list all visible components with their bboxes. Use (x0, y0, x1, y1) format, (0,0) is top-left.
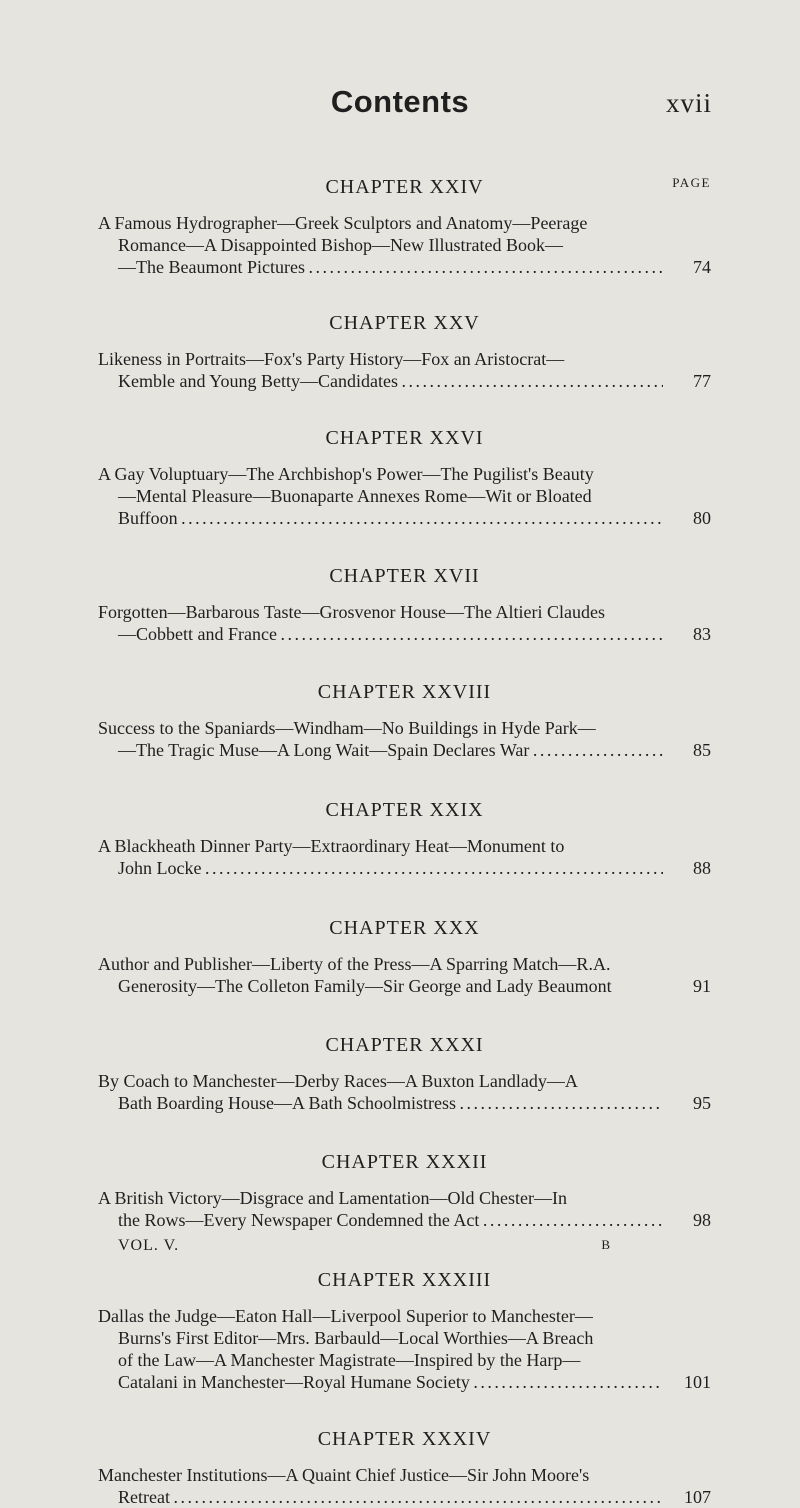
summary-line: Catalani in Manchester—Royal Humane Society . . . (98, 1371, 663, 1393)
chapter-heading: CHAPTER XXXIII (317, 1269, 492, 1291)
chapter-heading: CHAPTER XVII (329, 565, 480, 587)
chapter-summary-text (98, 717, 663, 761)
chapter-summary (98, 717, 711, 761)
chapter-summary-text (98, 953, 663, 997)
summary-line: A Blackheath Dinner Party—Extraordinary Heat—Monument to (98, 836, 565, 856)
contents-list (98, 140, 711, 1508)
header-title: Contents (330, 84, 470, 119)
chapter-summary-text (98, 463, 663, 529)
chapter-summary (98, 463, 711, 529)
chapter-heading: CHAPTER XXIX (325, 799, 484, 821)
chapter-page-number: 98 (693, 1210, 711, 1230)
summary-line: —Cobbett and France . . . (98, 623, 663, 645)
running-header (0, 84, 800, 128)
summary-line: —The Beaumont Pictures . . . (98, 256, 663, 278)
summary-line: —The Tragic Muse—A Long Wait—Spain Declares War . . . (98, 739, 663, 761)
chapter-heading: CHAPTER XXXII (321, 1151, 488, 1173)
chapter-page-number: 74 (693, 257, 711, 277)
signature-mark: B (601, 1237, 611, 1252)
summary-line: Burns's First Editor—Mrs. Barbauld—Local Worthies—A Breach (118, 1328, 594, 1348)
summary-line: Success to the Spaniards—Windham—No Buildings in Hyde Park— (98, 718, 596, 738)
chapter-entry (98, 425, 711, 529)
page-column-label: PAGE (672, 175, 711, 190)
summary-line: Likeness in Portraits—Fox's Party History—Fox an Aristocrat— (98, 349, 565, 369)
summary-line: of the Law—A Manchester Magistrate—Inspired by the Harp— (118, 1350, 581, 1370)
chapter-heading: CHAPTER XXVI (325, 427, 484, 449)
chapter-summary-text (98, 1305, 663, 1393)
summary-line: Author and Publisher—Liberty of the Press—A Sparring Match—R.A. (98, 954, 611, 974)
summary-line: Forgotten—Barbarous Taste—Grosvenor House—The Altieri Claudes (98, 602, 605, 622)
chapter-entry (98, 174, 711, 278)
summary-line: Bath Boarding House—A Bath Schoolmistress . . . (98, 1092, 663, 1114)
chapter-heading: CHAPTER XXXI (325, 1034, 484, 1056)
volume-label: VOL. V. (118, 1237, 180, 1254)
chapter-summary-text (98, 1070, 663, 1114)
chapter-page-number: 85 (693, 740, 711, 760)
page-footer (118, 1237, 611, 1261)
chapter-page-number: 95 (693, 1093, 711, 1113)
summary-line: Manchester Institutions—A Quaint Chief Justice—Sir John Moore's (98, 1465, 590, 1485)
summary-line: Retreat . . . (98, 1486, 663, 1508)
chapter-summary-text (98, 212, 663, 278)
summary-line: the Rows—Every Newspaper Condemned the Act . . . (98, 1209, 663, 1231)
chapter-heading: CHAPTER XXVIII (317, 681, 492, 703)
chapter-summary (98, 1305, 711, 1393)
chapter-summary (98, 348, 711, 392)
summary-line: Buffoon . . . (98, 507, 663, 529)
chapter-entry (98, 679, 711, 761)
summary-line: —Mental Pleasure—Buonaparte Annexes Rome—Wit or Bloated (118, 486, 592, 506)
page-folio: xvii (665, 88, 712, 118)
summary-line: John Locke . . . (98, 857, 663, 879)
chapter-heading: CHAPTER XXV (329, 312, 480, 334)
chapter-page-number: 83 (693, 624, 711, 644)
chapter-entry (98, 797, 711, 879)
summary-line: A Gay Voluptuary—The Archbishop's Power—The Pugilist's Beauty (98, 464, 594, 484)
chapter-summary-text (98, 835, 663, 879)
chapter-entry (98, 310, 711, 392)
summary-line: By Coach to Manchester—Derby Races—A Buxton Landlady—A (98, 1071, 578, 1091)
chapter-entry (98, 1149, 711, 1231)
chapter-heading: CHAPTER XXXIV (317, 1428, 492, 1450)
chapter-summary (98, 1070, 711, 1114)
chapter-page-number: 77 (693, 371, 711, 391)
chapter-entry (98, 1426, 711, 1508)
chapter-summary (98, 601, 711, 645)
chapter-summary-text (98, 1187, 663, 1231)
chapter-heading: CHAPTER XXIV (325, 176, 484, 198)
chapter-summary (98, 953, 711, 997)
chapter-entry (98, 915, 711, 997)
chapter-entry (98, 563, 711, 645)
summary-line: A British Victory—Disgrace and Lamentation—Old Chester—In (98, 1188, 567, 1208)
summary-line: A Famous Hydrographer—Greek Sculptors and Anatomy—Peerage (98, 213, 588, 233)
chapter-page-number: 91 (693, 976, 711, 996)
chapter-entry (98, 1032, 711, 1114)
summary-line: Dallas the Judge—Eaton Hall—Liverpool Superior to Manchester— (98, 1306, 593, 1326)
chapter-heading: CHAPTER XXX (329, 917, 480, 939)
chapter-summary-text (98, 1464, 663, 1508)
chapter-summary (98, 212, 711, 278)
summary-line: Kemble and Young Betty—Candidates . . . (98, 370, 663, 392)
chapter-summary (98, 835, 711, 879)
chapter-summary (98, 1187, 711, 1231)
chapter-page-number: 107 (684, 1487, 711, 1507)
summary-line: Romance—A Disappointed Bishop—New Illustrated Book— (118, 235, 563, 255)
chapter-page-number: 80 (693, 508, 711, 528)
chapter-summary-text (98, 601, 663, 645)
chapter-summary (98, 1464, 711, 1508)
chapter-page-number: 88 (693, 858, 711, 878)
chapter-summary-text (98, 348, 663, 392)
chapter-entry (98, 1267, 711, 1393)
chapter-page-number: 101 (684, 1372, 711, 1392)
summary-line: Generosity—The Colleton Family—Sir George and Lady Beaumont (118, 976, 612, 996)
